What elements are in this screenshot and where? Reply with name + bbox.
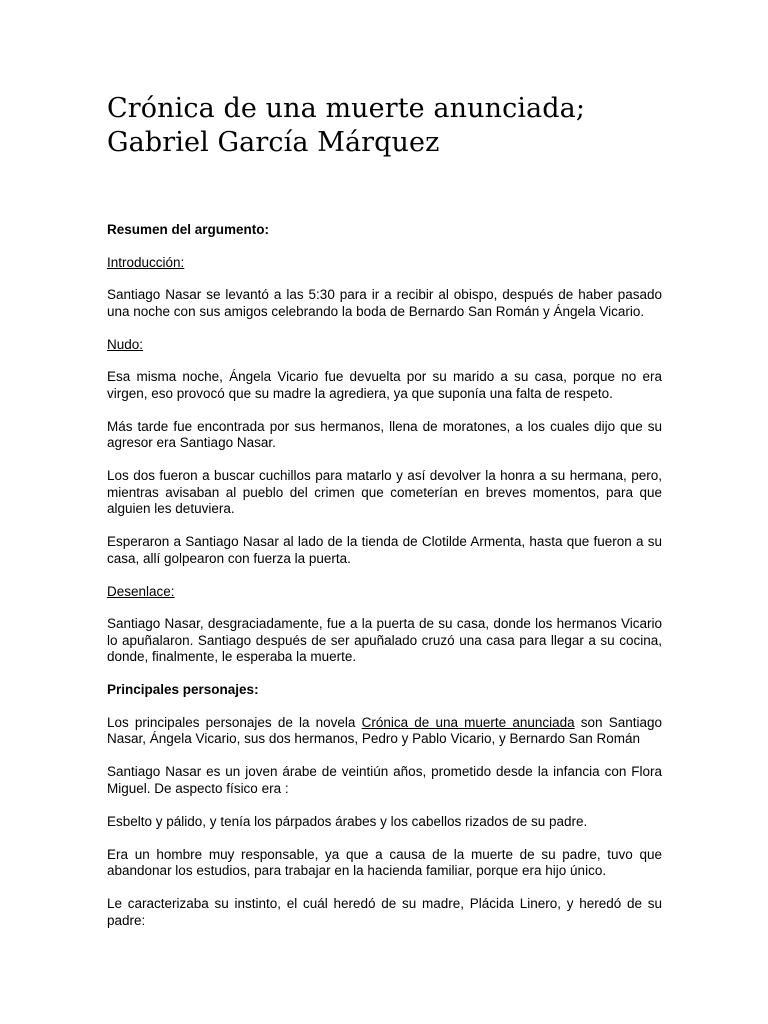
document-body [107,222,662,929]
characters-paragraph-3: Esbelto y pálido, y tenía los párpados árabes y los cabellos rizados de su padre. [107,813,588,829]
characters-paragraph-1-lead: Los principales personajes de la novela [107,714,362,730]
characters-paragraph-1 [107,715,662,748]
nudo-heading: Nudo: [107,336,144,352]
characters-paragraph-2: Santiago Nasar es un joven árabe de veintiún años, prometido desde la infancia con Flora Miguel. De aspecto físico era : [107,764,662,796]
characters-paragraph-4: Era un hombre muy responsable, ya que a causa de la muerte de su padre, tuvo que abandonar los estudios, para trabajar en la hacienda familiar, porque era hijo único. [107,846,662,878]
intro-heading: Introducción: [107,254,185,270]
novel-title-link[interactable]: Crónica de una muerte anunciada [361,714,575,730]
desenlace-paragraph: Santiago Nasar, desgraciadamente, fue a la puerta de su casa, donde los hermanos Vicario lo apuñalaron. Santiago después de ser apuñalado cruzó una casa para llegar a su cocina, donde, finalmente, le esperaba la muerte. [107,616,662,664]
desenlace-heading: Desenlace: [107,583,175,599]
summary-heading: Resumen del argumento: [107,222,270,237]
nudo-paragraph-1: Esa misma noche, Ángela Vicario fue devuelta por su marido a su casa, porque no era virgen, eso provocó que su madre la agrediera, ya que suponía una falta de respeto. [107,369,662,401]
nudo-paragraph-2: Más tarde fue encontrada por sus hermanos, llena de moratones, a los cuales dijo que su agresor era Santiago Nasar. [107,418,662,450]
characters-paragraph-5: Le caracterizaba su instinto, el cuál heredó de su madre, Plácida Linero, y heredó de su padre: [107,896,662,928]
characters-paragraph-1-tail: son Santiago Nasar, Ángela Vicario, sus dos hermanos, Pedro y Pablo Vicario, y Bernardo San Román [107,714,663,746]
characters-heading: Principales personajes: [107,682,259,697]
nudo-paragraph-4: Esperaron a Santiago Nasar al lado de la tienda de Clotilde Armenta, hasta que fueron a su casa, allí golpearon con fuerza la puerta. [107,534,662,566]
intro-paragraph: Santiago Nasar se levantó a las 5:30 para ir a recibir al obispo, después de haber pasado una noche con sus amigos celebrando la boda de Bernardo San Román y Ángela Vicario. [107,287,662,319]
document-title: Crónica de una muerte anunciada; Gabriel García Márquez [107,93,586,158]
nudo-paragraph-3: Los dos fueron a buscar cuchillos para matarlo y así devolver la honra a su hermana, pero, mientras avisaban al pueblo del crimen que cometerían en breves momentos, para que alguien les detuviera. [107,468,662,516]
document-page [107,92,662,946]
